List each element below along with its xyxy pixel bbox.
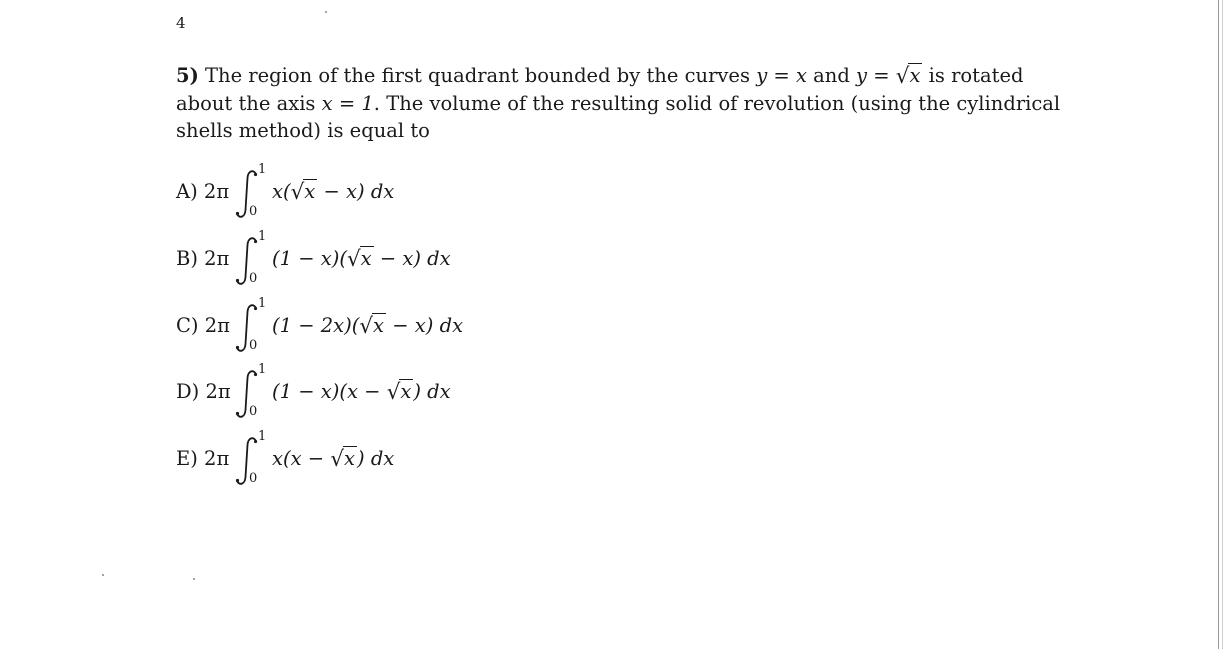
option-label-group xyxy=(176,314,230,337)
option-label: B) xyxy=(176,247,198,270)
page-edge-line xyxy=(1218,0,1219,649)
question-number: 5) xyxy=(176,64,199,87)
integral-upper-limit: 1 xyxy=(258,429,267,444)
integrand-sqrt xyxy=(387,380,414,405)
option-label: E) xyxy=(176,447,198,470)
integrand-pre: (1 − 2x)( xyxy=(272,314,360,337)
radical-sign: √ xyxy=(290,180,305,206)
integrand-pre: x(x − xyxy=(272,447,331,470)
question-line-2-end: . The volume of the resulting solid of revolution (using the cylindrical xyxy=(373,92,1061,116)
integrand-pre: (1 − x)(x − xyxy=(272,380,387,403)
integrand xyxy=(272,447,394,472)
option-coefficient: 2π xyxy=(204,447,230,470)
option-coefficient: 2π xyxy=(205,380,231,403)
integral-lower-limit: 0 xyxy=(249,204,258,219)
curve-2-lhs: y = xyxy=(856,64,890,87)
integrand-radicand: x xyxy=(344,447,356,470)
option-coefficient: 2π xyxy=(204,314,230,337)
question-text xyxy=(176,62,1076,144)
integrand-radicand: x xyxy=(400,380,412,403)
integral-upper-limit: 1 xyxy=(258,162,267,177)
question-line-3: shells method) is equal to xyxy=(176,119,430,143)
integrand-radicand: x xyxy=(360,247,372,270)
integral-upper-limit: 1 xyxy=(258,362,267,377)
integrand-sqrt xyxy=(291,180,318,205)
option-label: D) xyxy=(176,380,200,403)
question-line-2-start: about the axis xyxy=(176,92,316,116)
option-label-group xyxy=(176,380,231,403)
integral-lower-limit: 0 xyxy=(249,271,258,286)
option-coefficient: 2π xyxy=(203,180,230,203)
question-line-1-end: is rotated xyxy=(928,64,1024,87)
integrand-sqrt xyxy=(330,447,357,472)
integrand-pre: x( xyxy=(272,180,291,203)
radical-sign: √ xyxy=(386,380,401,406)
page-edge-shadow xyxy=(1222,0,1223,649)
integral-upper-limit: 1 xyxy=(258,229,267,244)
question-line-1-start: The region of the first quadrant bounded by the curves xyxy=(205,64,750,87)
curve-1-equation: y = x xyxy=(756,64,807,87)
option-label-group xyxy=(176,447,229,470)
integral-lower-limit: 0 xyxy=(249,471,258,486)
option-label-group xyxy=(176,247,229,270)
radical-sign: √ xyxy=(895,64,910,90)
conjunction-and: and xyxy=(813,64,850,87)
integrand xyxy=(272,380,451,405)
integrand-post: − x) dx xyxy=(317,180,395,203)
integrand-post: − x) dx xyxy=(386,314,464,337)
integral-upper-limit: 1 xyxy=(258,296,267,311)
curve-2-radicand: x xyxy=(909,64,921,87)
integrand-post: ) dx xyxy=(357,447,395,470)
option-label-group xyxy=(176,180,229,203)
integrand xyxy=(272,180,394,205)
integrand xyxy=(272,314,463,339)
radical-sign: √ xyxy=(346,247,361,273)
integrand-sqrt xyxy=(359,314,386,339)
integrand-post: − x) dx xyxy=(373,247,451,270)
rotation-axis: x = 1 xyxy=(321,92,374,116)
curve-2-sqrt xyxy=(896,62,923,90)
scan-speck xyxy=(325,11,327,13)
question-line-2 xyxy=(176,90,1076,117)
option-label: C) xyxy=(176,314,199,337)
integrand-radicand: x xyxy=(304,180,316,203)
integrand-post: ) dx xyxy=(413,380,451,403)
integrand-radicand: x xyxy=(373,314,385,337)
integrand xyxy=(272,247,451,272)
question-line-1 xyxy=(176,62,1076,90)
radical-sign: √ xyxy=(359,314,374,340)
scan-speck xyxy=(193,578,195,580)
integrand-pre: (1 − x)( xyxy=(272,247,347,270)
option-label: A) xyxy=(176,180,198,203)
integrand-sqrt xyxy=(347,247,374,272)
integral-lower-limit: 0 xyxy=(249,404,258,419)
radical-sign: √ xyxy=(330,447,345,473)
scan-speck xyxy=(102,574,104,576)
page-number: 4 xyxy=(176,14,186,32)
option-coefficient: 2π xyxy=(204,247,230,270)
integral-lower-limit: 0 xyxy=(249,338,258,353)
